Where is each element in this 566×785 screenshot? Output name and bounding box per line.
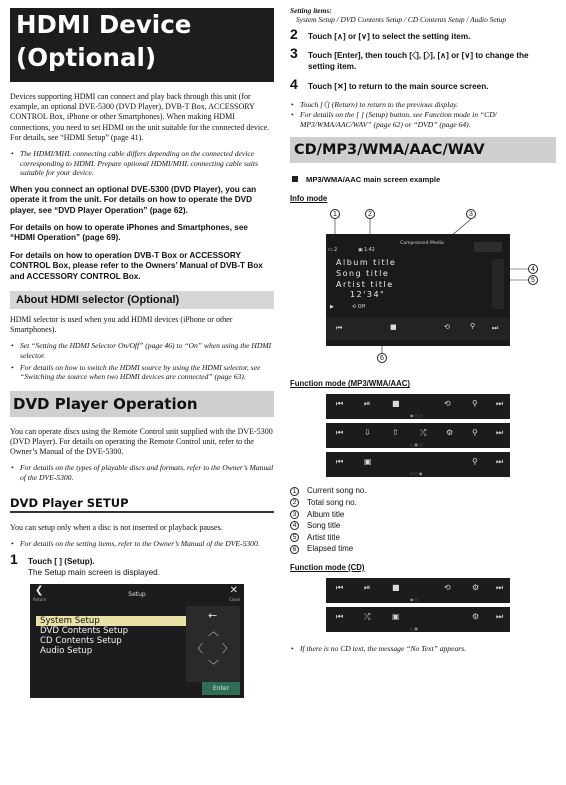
volume-buttons[interactable] <box>474 242 502 252</box>
play-indicator-icon: ▶ <box>330 304 334 311</box>
note-cable: • The HDMI/MHL connecting cable differs depending on the connected device corresponding to HDMI. Prepare optional HDMI/MHL connecting cable suits suitable for your device. <box>10 149 274 178</box>
left-arrow-icon[interactable]: 〈 <box>192 642 203 656</box>
page-dots: ○●○ <box>410 442 424 448</box>
enter-button[interactable]: Enter <box>202 682 240 695</box>
callout-2: 2 <box>365 209 375 219</box>
step-2-number: 2 <box>290 26 298 42</box>
next-track-icon[interactable]: ⏭ <box>492 324 499 333</box>
step-2 <box>290 26 556 42</box>
media-screen <box>326 234 510 346</box>
info-mode-figure <box>290 203 535 373</box>
source-name: Compressed Media <box>400 241 444 247</box>
callout-4: 4 <box>528 264 538 274</box>
legend-item: 3 Album title <box>290 509 556 521</box>
dvd-operation-text: You can operate discs using the Remote Control unit supplied with the DVE-5300 (DVD Player). For details on operating the Remote Control unit, refer to the Owner’s Manual of the DVE-5300. <box>10 426 273 457</box>
legend-item: 4 Song title <box>290 520 556 532</box>
bold-note-dvbt: For details on how to operation DVB-T Box or ACCESSORY CONTROL Box, please refer to the Owners’ Manual of DVB-T Box and ACCESSORY CONTROL Box. <box>10 250 263 281</box>
setting-items-label: Setting items: <box>290 6 332 15</box>
mp3-screen-heading: MP3/WMA/AAC main screen example <box>290 175 556 184</box>
bullet-return: • Touch [《] (Return) to return to the previous display. <box>290 100 556 110</box>
shuffle-icon[interactable]: ⤮ <box>364 611 371 621</box>
return-icon[interactable]: ❮ <box>35 585 44 597</box>
repeat-icon[interactable]: ⟲ <box>444 323 450 332</box>
intro-paragraph: Devices supporting HDMI can connect and play back through this unit (for example, an optional DVE-5300 (DVD Player), DVB-T Box, ACCESSORY CONTROL Box, iPhone or other Smartphones). When making HDMI connections, you need to set HDMI on the unit suitable for the connected device. For details, see “HDMI Setup” (page 41). <box>10 92 270 142</box>
function-bar-cd-1 <box>326 578 510 603</box>
stop-icon[interactable]: ■ <box>392 399 400 409</box>
function-mode-mp3-heading: Function mode (MP3/WMA/AAC) <box>290 379 410 389</box>
media-control-bar <box>326 318 510 340</box>
bullet-setup: • For details on the [ ] (Setup) button, see Function mode in “CD/ MP3/WMA/AAC/WAV” (page 62) or “DVD” (page 64). <box>290 110 556 129</box>
title-line-2: (Optional) <box>16 43 157 72</box>
prev-track-icon[interactable]: ⏮ <box>336 582 344 592</box>
next-track-icon[interactable]: ⏭ <box>496 611 504 621</box>
folder-down-icon[interactable]: ⇩ <box>364 428 371 438</box>
function-bar-mp3-2 <box>326 423 510 448</box>
search-icon[interactable]: ⚲ <box>472 457 478 467</box>
page-dots: ●○ <box>410 596 419 602</box>
callout-5: 5 <box>528 275 538 285</box>
gear-icon[interactable]: ⚙ <box>472 611 480 621</box>
info-mode-heading: Info mode <box>290 194 328 204</box>
setup-list <box>36 616 186 656</box>
next-track-icon[interactable]: ⏭ <box>496 428 504 438</box>
search-icon[interactable]: ⚲ <box>470 322 476 331</box>
album-title: Album title <box>336 258 397 268</box>
setup-header-title: Setup <box>128 591 146 599</box>
play-pause-icon[interactable]: ⏯ <box>364 582 371 592</box>
gear-icon[interactable]: ⚙ <box>472 582 480 592</box>
step-1 <box>10 551 274 578</box>
legend-item: 2 Total song no. <box>290 497 556 509</box>
legend-item: 6 Elapsed time <box>290 543 556 555</box>
step-4-text: Touch [✕] to return to the main source screen. <box>308 82 489 92</box>
down-arrow-icon[interactable]: ﹀ <box>208 659 219 673</box>
hdmi-selector-bullet-1: • Set “Setting the HDMI Selector On/Off” (page 46) to “On” when using the HDMI selector. <box>10 341 274 360</box>
function-bar-mp3-1 <box>326 394 510 419</box>
next-track-icon[interactable]: ⏭ <box>496 399 504 409</box>
search-icon[interactable]: ⚲ <box>472 428 478 438</box>
side-scroll[interactable] <box>492 259 504 309</box>
dvd-operation-bullet: • For details on the types of playable discs and formats, refer to the Owner’s Manual of the DVE-5300. <box>10 463 274 482</box>
page-dots: ●○○ <box>410 413 424 419</box>
bold-note-dvd: When you connect an optional DVE-5300 (DVD Player), you can operate it from the unit. For details on how to operate the DVD player, see “DVD Player Operation” (page 62). <box>10 184 257 215</box>
song-title: Song title <box>336 269 390 279</box>
function-bar-cd-2 <box>326 607 510 632</box>
shuffle-icon[interactable]: ⤮ <box>420 428 427 438</box>
folder-up-icon[interactable]: ⇧ <box>392 428 399 438</box>
function-bar-mp3-3 <box>326 452 510 477</box>
total-songs: ▣ 1:42 <box>358 248 375 254</box>
step-1-number: 1 <box>10 551 18 568</box>
artist-title: Artist title <box>336 280 394 290</box>
prev-track-icon[interactable]: ⏮ <box>336 428 344 438</box>
step-1-text: Touch [ ] (Setup). <box>28 557 95 567</box>
repeat-icon[interactable]: ⟲ <box>444 582 451 592</box>
media-list-icon[interactable]: ▣ <box>364 457 372 467</box>
page-title <box>10 8 274 82</box>
setup-item-audio[interactable]: Audio Setup <box>40 646 93 657</box>
media-list-icon[interactable]: ▣ <box>392 611 400 621</box>
callout-legend <box>290 485 556 555</box>
arrow-pad <box>186 606 240 682</box>
page-dots: ○○● <box>410 471 424 477</box>
step-4-number: 4 <box>290 76 298 93</box>
step-3-text: Touch [Enter], then touch [〈], [〉], [∧] or [∨] to change the setting item. <box>308 51 529 71</box>
next-track-icon[interactable]: ⏭ <box>496 582 504 592</box>
hdmi-selector-bullet-2: • For details on how to switch the HDMI source by using the HDMI selector, see “Switching the source when two HDMI devices are connected” (page 63). <box>10 363 274 382</box>
stop-icon[interactable]: ■ <box>392 582 400 592</box>
setting-items-block <box>290 6 556 24</box>
title-line-1: HDMI Device <box>16 10 192 39</box>
cd-mp3-heading: CD/MP3/WMA/AAC/WAV <box>290 137 556 163</box>
step-3 <box>290 45 556 72</box>
right-column <box>290 6 556 654</box>
legend-item: 1 Current song no. <box>290 485 556 497</box>
repeat-indicator-icon: ⟲ Off <box>352 304 366 311</box>
dvd-setup-text: You can setup only when a disc is not inserted or playback pauses. <box>10 522 223 532</box>
step-1-subtext: The Setup main screen is displayed. <box>28 567 160 577</box>
close-label: Close <box>229 597 240 603</box>
setup-item-dvd-contents[interactable]: DVD Contents Setup <box>40 626 129 637</box>
stop-icon[interactable]: ■ <box>390 323 397 332</box>
setup-screen <box>30 584 244 698</box>
return-label: Return <box>33 597 47 603</box>
hdmi-selector-text: HDMI selector is used when you add HDMI devices (iPhone or other Smartphones). <box>10 315 233 335</box>
close-icon[interactable]: ✕ <box>229 585 238 597</box>
prev-track-icon[interactable]: ⏮ <box>336 457 344 467</box>
elapsed-time: 12'34" <box>350 290 386 300</box>
next-track-icon[interactable]: ⏭ <box>496 457 504 467</box>
repeat-icon[interactable]: ⟲ <box>444 399 451 409</box>
left-column <box>10 8 274 698</box>
dvd-setup-bullet: • For details on the setting items, refer to the Owner’s Manual of the DVE-5300. <box>10 539 274 549</box>
callout-6: 6 <box>377 353 387 363</box>
function-mode-cd-heading: Function mode (CD) <box>290 562 365 572</box>
gear-icon[interactable]: ⚙ <box>446 428 454 438</box>
search-icon[interactable]: ⚲ <box>472 399 478 409</box>
callout-1: 1 <box>330 209 340 219</box>
prev-track-icon[interactable]: ⏮ <box>336 399 344 409</box>
enter-arrow-icon[interactable]: ← <box>208 609 218 623</box>
setting-items-value: System Setup / DVD Contents Setup / CD Contents Setup / Audio Setup <box>296 15 507 24</box>
prev-track-icon[interactable]: ⏮ <box>336 611 344 621</box>
step-4 <box>290 76 556 93</box>
setup-item-system[interactable]: System Setup <box>36 616 186 626</box>
bold-note-iphone: For details on how to operate iPhones and Smartphones, see “HDMI Operation” (page 69). <box>10 223 248 243</box>
page-dots: ○● <box>410 625 419 631</box>
dvd-operation-heading: DVD Player Operation <box>10 391 274 417</box>
step-3-number: 3 <box>290 45 298 62</box>
prev-track-icon[interactable]: ⏮ <box>336 324 343 333</box>
step-2-text: Touch [∧] or [∨] to select the setting item. <box>308 32 471 41</box>
dvd-setup-heading: DVD Player SETUP <box>10 495 274 513</box>
up-arrow-icon[interactable]: ︿ <box>208 625 219 639</box>
play-pause-icon[interactable]: ⏯ <box>364 399 371 409</box>
callout-3: 3 <box>466 209 476 219</box>
song-number: ▭ 2 <box>328 248 338 254</box>
no-text-note: • If there is no CD text, the message “No Text” appears. <box>290 644 556 654</box>
legend-item: 5 Artist title <box>290 532 556 544</box>
hdmi-selector-heading: About HDMI selector (Optional) <box>10 291 274 309</box>
setup-item-cd-contents[interactable]: CD Contents Setup <box>40 636 122 647</box>
right-arrow-icon[interactable]: 〉 <box>222 642 233 656</box>
